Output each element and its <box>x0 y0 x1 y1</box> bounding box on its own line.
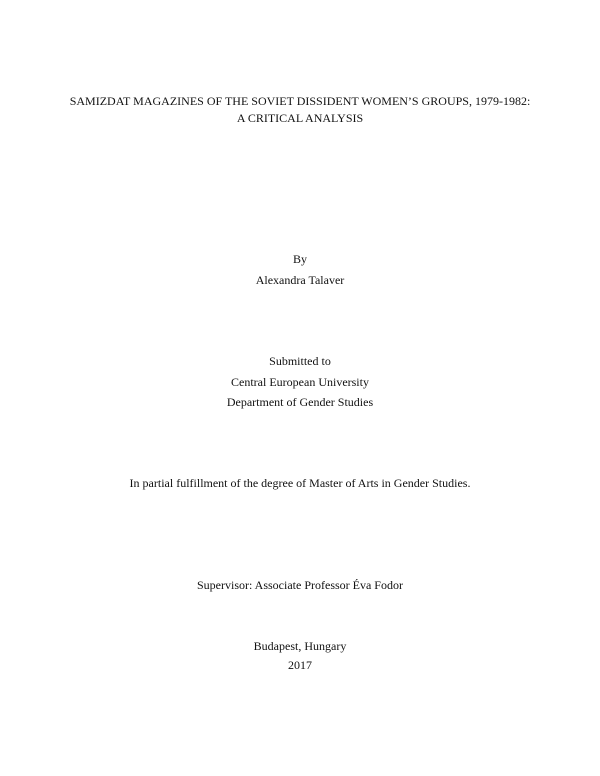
place-city: Budapest, Hungary <box>253 639 347 653</box>
place-year: 2017 <box>288 658 312 672</box>
author-name: Alexandra Talaver <box>255 273 345 287</box>
university-name: Central European University <box>231 375 369 389</box>
by-label: By <box>292 252 307 266</box>
degree-statement: In partial fulfillment of the degree of Master of Arts in Gender Studies. <box>129 476 471 490</box>
thesis-title-line-1: SAMIZDAT MAGAZINES OF THE SOVIET DISSIDENT WOMEN’S GROUPS, 1979-1982: <box>69 94 531 108</box>
submitted-to-label: Submitted to <box>269 354 331 368</box>
department-name: Department of Gender Studies <box>226 395 374 409</box>
thesis-title-line-2: A CRITICAL ANALYSIS <box>236 111 364 125</box>
supervisor-line: Supervisor: Associate Professor Éva Fodor <box>197 578 403 592</box>
